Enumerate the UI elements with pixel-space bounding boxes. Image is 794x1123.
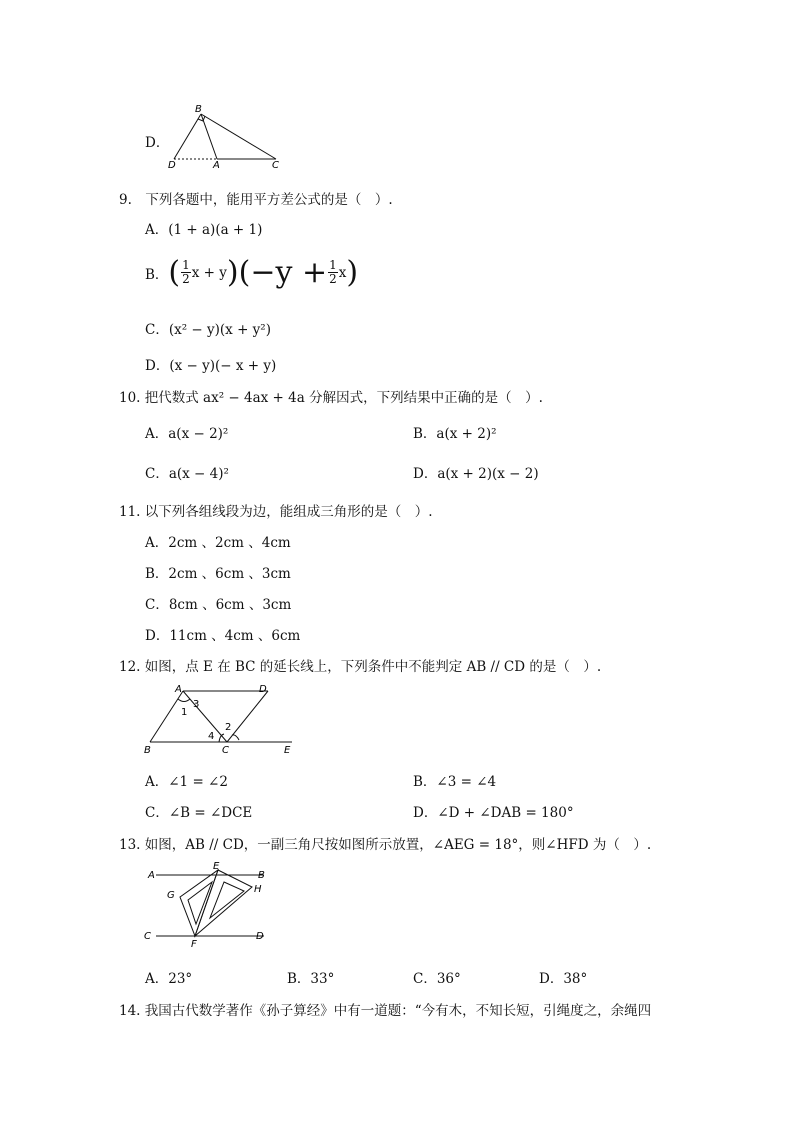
q11-option-b: B．2cm 、6cm 、3cm	[145, 566, 291, 582]
q12-option-d: D．∠D + ∠DAB = 180°	[413, 805, 574, 821]
q12-option-a: A．∠1 = ∠2	[145, 774, 228, 790]
q12-stem: 12. 如图，点 E 在 BC 的延长线上，下列条件中不能判定 AB // CD 的是（ ）.	[119, 659, 602, 675]
q12-parallelogram-figure	[140, 682, 300, 758]
q12-angle-1: 1	[181, 707, 188, 718]
q13-label-g: G	[167, 890, 175, 901]
q13-option-a: A．23°	[145, 971, 193, 987]
q9-option-b	[145, 255, 358, 290]
q13-stem: 13. 如图，AB // CD，一副三角尺按如图所示放置，∠AEG = 18°，则∠HFD 为（ ）.	[119, 837, 652, 853]
q8-label-d: D	[168, 160, 176, 171]
q14-stem: 14. 我国古代数学著作《孙子算经》中有一道题：“今有木，不知长短，引绳度之，余绳四	[119, 1003, 652, 1019]
q9-stem: 9. 下列各题中，能用平方差公式的是（ ）.	[119, 192, 393, 208]
q12-option-c: C．∠B = ∠DCE	[145, 805, 253, 821]
q8-option-d-label: D．	[145, 135, 170, 151]
q12-label-e: E	[284, 745, 291, 756]
q12-angle-2: 2	[225, 722, 232, 733]
q9-fraction-2	[328, 259, 338, 286]
q9-option-b-label: B．	[145, 266, 169, 283]
q8-label-b: B	[195, 104, 202, 115]
q13-label-c: C	[144, 931, 151, 942]
q10-option-c: C．a(x − 4)²	[145, 466, 229, 482]
q9-option-d: D．(x − y)(− x + y)	[145, 358, 277, 374]
q9-fraction-1	[181, 259, 191, 286]
q9-fraction-1-numerator: 1	[182, 258, 190, 272]
q13-label-f: F	[191, 939, 197, 950]
q9-option-b-post: x	[338, 264, 347, 281]
q10-option-d: D．a(x + 2)(x − 2)	[413, 466, 539, 482]
q9-fraction-1-denominator: 2	[182, 272, 190, 286]
q8-label-a: A	[213, 160, 220, 171]
q9-option-a: A．(1 + a)(a + 1)	[145, 222, 263, 238]
q13-label-a: A	[148, 870, 155, 881]
q10-stem: 10. 把代数式 ax² − 4ax + 4a 分解因式，下列结果中正确的是（ ）.	[119, 390, 543, 406]
q12-label-b: B	[144, 745, 151, 756]
q12-option-b: B．∠3 = ∠4	[413, 774, 497, 790]
q12-label-d: D	[259, 684, 267, 695]
q13-label-e: E	[213, 861, 220, 872]
q13-option-d: D．38°	[539, 971, 588, 987]
q13-label-b: B	[258, 870, 265, 881]
q12-label-a: A	[175, 684, 182, 695]
q9-option-b-mid1: x + y	[191, 264, 227, 281]
q13-option-b: B．33°	[287, 971, 335, 987]
q13-set-squares-figure	[140, 860, 275, 950]
q9-fraction-2-numerator: 1	[329, 258, 337, 272]
q11-option-d: D．11cm 、4cm 、6cm	[145, 628, 301, 644]
q9-paren-close: )	[346, 254, 359, 290]
q9-option-b-mid2: )(−y +	[226, 255, 328, 290]
q8-triangle-figure	[165, 102, 290, 172]
q13-label-h: H	[254, 884, 262, 895]
q11-option-c: C．8cm 、6cm 、3cm	[145, 597, 292, 613]
q13-label-d: D	[256, 931, 264, 942]
q9-fraction-2-denominator: 2	[329, 272, 337, 286]
q9-option-c: C．(x² − y)(x + y²)	[145, 322, 271, 338]
q12-angle-4: 4	[208, 731, 215, 742]
q10-option-a: A．a(x − 2)²	[145, 426, 229, 442]
q8-label-c: C	[272, 160, 279, 171]
q12-label-c: C	[222, 745, 229, 756]
q11-stem: 11. 以下列各组线段为边，能组成三角形的是（ ）.	[119, 504, 433, 520]
q9-paren-open-1: (	[168, 254, 181, 290]
q11-option-a: A．2cm 、2cm 、4cm	[145, 535, 291, 551]
q10-option-b: B．a(x + 2)²	[413, 426, 497, 442]
q13-option-c: C．36°	[413, 971, 461, 987]
q12-angle-3: 3	[193, 699, 200, 710]
